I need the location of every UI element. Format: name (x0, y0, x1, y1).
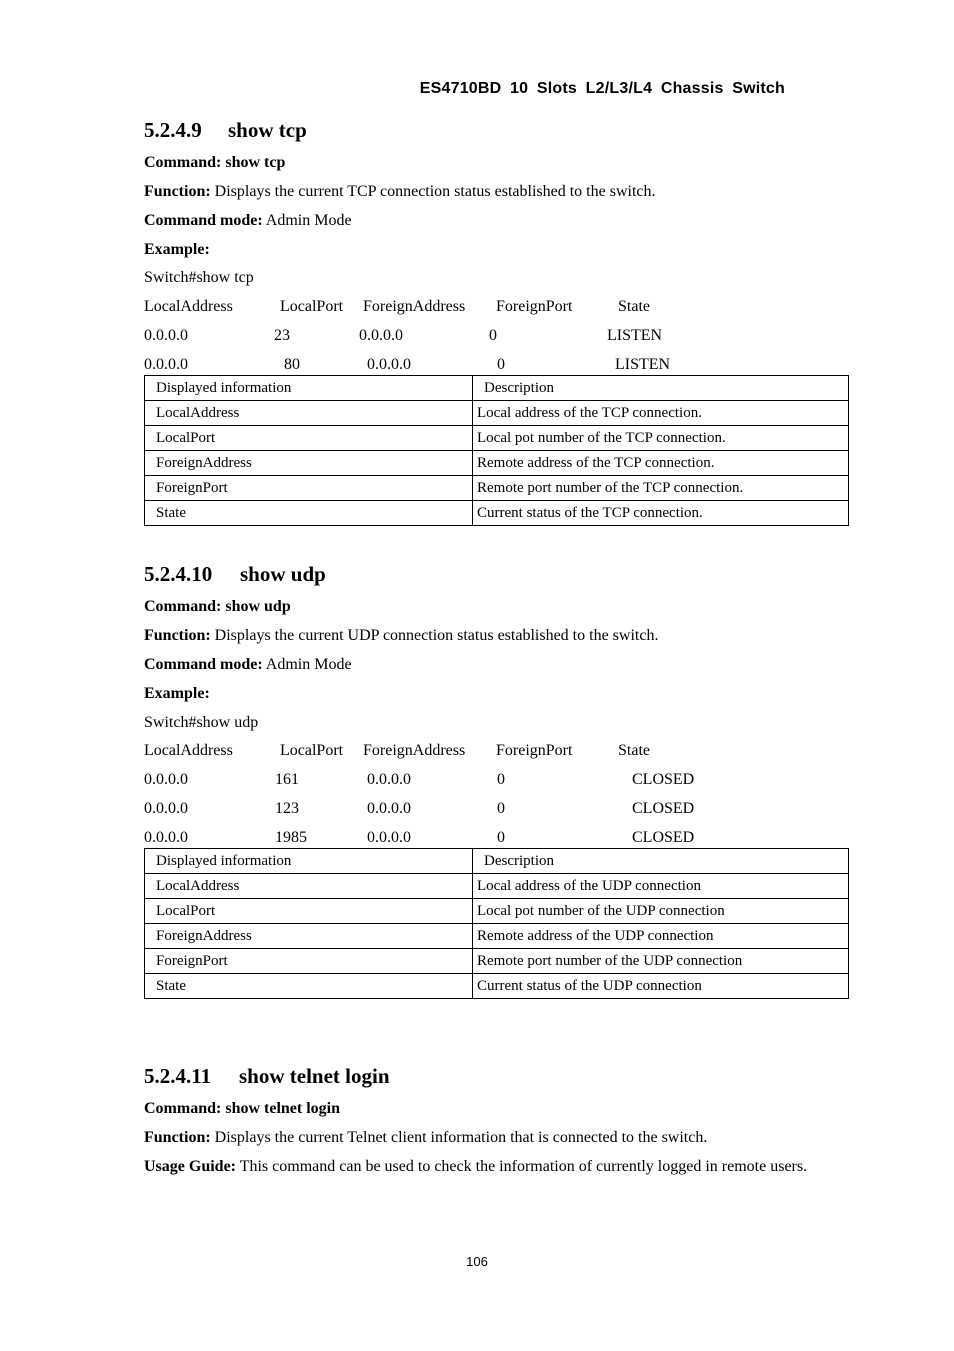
command-mode-line: Command mode: Admin Mode (144, 212, 352, 229)
table-row: LocalPort Local pot number of the TCP connection. (145, 426, 849, 451)
function-line: Function: Displays the current Telnet client information that is connected to the switch. (144, 1129, 708, 1146)
section-title: show tcp (228, 118, 307, 142)
function-line: Function: Displays the current TCP connection status established to the switch. (144, 183, 656, 200)
table-row: ForeignPort Remote port number of the UDP connection (145, 949, 849, 974)
tcp-info-table (144, 375, 849, 526)
table-row: LocalPort Local pot number of the UDP connection (145, 899, 849, 924)
example-label: Example: (144, 685, 210, 702)
section-heading-show-udp (144, 562, 326, 587)
table-header-row: Displayed information Description (145, 376, 849, 401)
table-header-row: Displayed information Description (145, 849, 849, 874)
section-heading-show-telnet-login (144, 1064, 390, 1089)
section-heading-show-tcp (144, 118, 307, 143)
command-line: Command: show telnet login (144, 1100, 341, 1117)
function-line: Function: Displays the current UDP connection status established to the switch. (144, 627, 659, 644)
table-row: ForeignPort Remote port number of the TCP connection. (145, 476, 849, 501)
table-row: State Current status of the UDP connection (145, 974, 849, 999)
usage-guide-paragraph: Usage Guide: This command can be used to check the information of currently logged in remote users. (144, 1158, 808, 1175)
table-row: ForeignAddress Remote address of the TCP connection. (145, 451, 849, 476)
command-mode-line: Command mode: Admin Mode (144, 656, 352, 673)
table-row: LocalAddress Local address of the UDP connection (145, 874, 849, 899)
table-row: State Current status of the TCP connection. (145, 501, 849, 526)
page-number: 106 (466, 1254, 488, 1269)
section-number: 5.2.4.11 (144, 1064, 212, 1088)
table-row: ForeignAddress Remote address of the UDP connection (145, 924, 849, 949)
section-title: show udp (240, 562, 326, 586)
example-label: Example: (144, 241, 210, 258)
section-number: 5.2.4.9 (144, 118, 202, 142)
running-header: ES4710BD 10 Slots L2/L3/L4 Chassis Switch (419, 80, 785, 97)
udp-info-table (144, 848, 849, 999)
table-row: LocalAddress Local address of the TCP connection. (145, 401, 849, 426)
section-title: show telnet login (239, 1064, 390, 1088)
command-line: Command: show tcp (144, 154, 286, 171)
section-number: 5.2.4.10 (144, 562, 213, 586)
command-prompt: Switch#show udp (144, 714, 259, 731)
command-prompt: Switch#show tcp (144, 269, 254, 286)
command-line: Command: show udp (144, 598, 291, 615)
